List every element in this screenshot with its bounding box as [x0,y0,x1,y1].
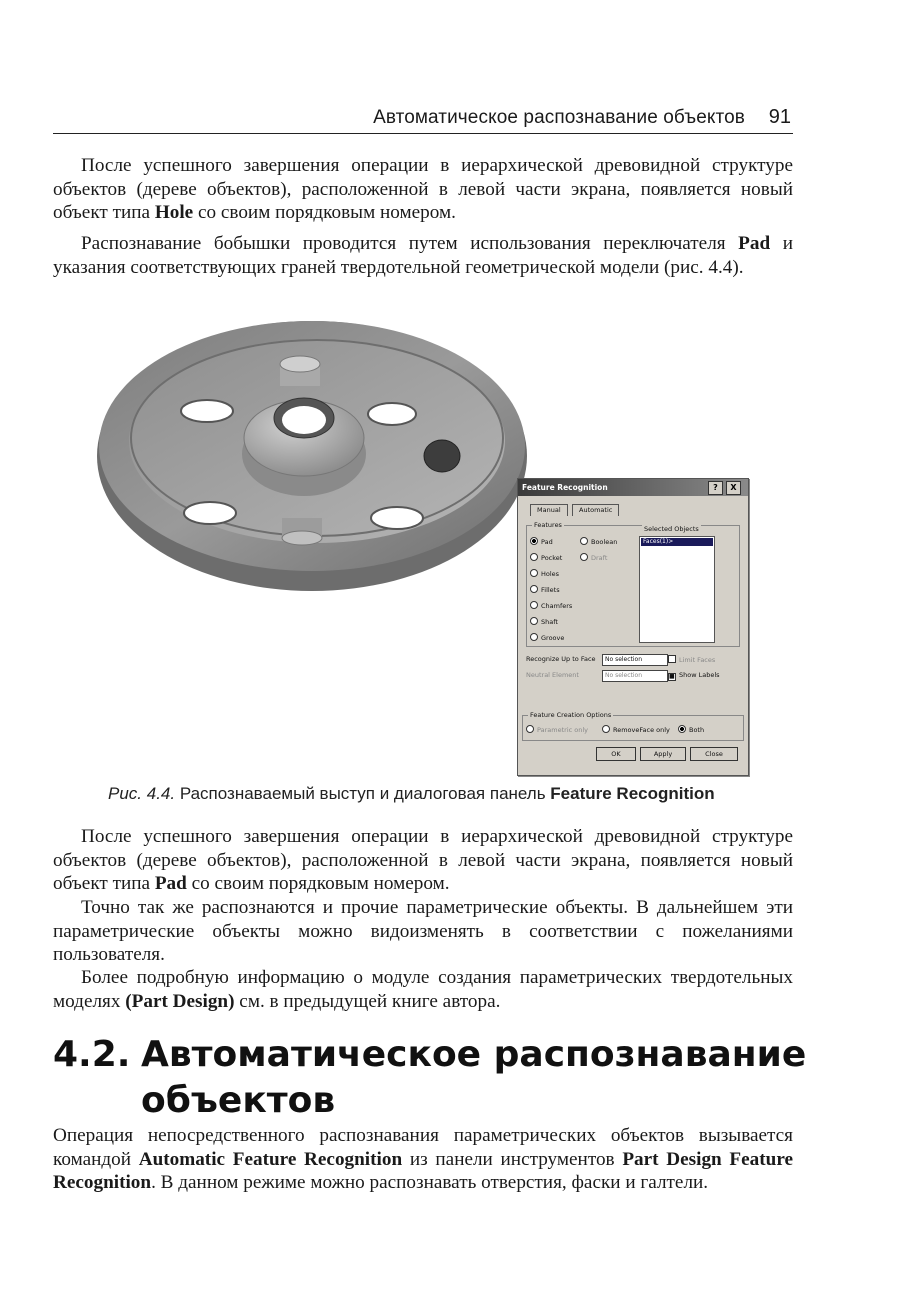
paragraph-1-bold-hole: Hole [154,202,194,224]
paragraph-2-bold-pad: Pad [738,233,771,254]
ok-button[interactable]: OK [596,747,636,761]
recognize-up-to-face-field[interactable]: No selection [602,654,668,666]
selected-objects-list[interactable] [639,536,715,643]
paragraph-2-text-b: и указания соответствующих граней твердотельной геометрической модели (рис. 4.4). [53,233,793,278]
radio-dot [530,617,538,625]
paragraph-6-bold-command: Automatic Feature Recognition [138,1148,403,1170]
radio-fillets-label: Fillets [541,586,560,594]
paragraph-6-bold-toolbar: Part Design Feature Recognition [53,1148,793,1194]
paragraph-4 [53,896,793,967]
radio-holes[interactable] [530,569,559,579]
caption-bold: Feature Recognition [550,784,715,803]
radio-boolean-label: Boolean [591,538,618,546]
paragraph-5-bold-part-design: (Part Design) [125,990,235,1012]
figure-caption [108,784,808,804]
radio-chamfers[interactable] [530,601,572,611]
checkbox-checked: ■ [669,673,675,680]
section-number: 4.2. [53,1034,131,1075]
apply-button[interactable]: Apply [640,747,686,761]
caption-text: Распознаваемый выступ и диалоговая панель [175,784,551,803]
feature-recognition-dialog [517,478,749,776]
radio-dot [530,537,538,545]
radio-draft-label: Draft [591,554,608,562]
help-button[interactable]: ? [708,481,723,495]
radio-dot [530,633,538,641]
radio-pocket-label: Pocket [541,554,563,562]
recognize-up-to-face-label: Recognize Up to Face [526,655,596,663]
radio-dot [530,585,538,593]
radio-dot [526,725,534,733]
neutral-element-label: Neutral Element [526,671,579,679]
paragraph-2 [53,232,793,279]
radio-holes-label: Holes [541,570,560,578]
radio-dot [580,537,588,545]
radio-both[interactable] [678,725,704,735]
running-header [53,103,793,134]
flange-part-image [92,306,532,626]
paragraph-3 [53,825,793,896]
paragraph-1 [53,154,793,225]
selected-objects-label: Selected Objects [644,525,699,533]
radio-dot [530,553,538,561]
paragraph-5-text-b: см. в предыдущей книге автора. [234,990,501,1012]
running-header-title: Автоматическое распознавание объектов [373,107,745,128]
paragraph-1-text-a: После успешного завершения операции в иерархической древовидной структуре объектов (дереве объектов), расположенной в левой части экрана, появляется новый объект типа [53,155,793,224]
paragraph-3-bold-pad: Pad [154,873,187,895]
radio-draft[interactable] [580,553,607,563]
features-label: Features [534,521,562,529]
radio-removeface-only[interactable] [602,725,670,735]
paragraph-5-text-a: Более подробную информацию о модуле создания параметрических твердотельных моделях [53,967,793,1012]
section-title-line1: Автоматическое распознавание [141,1034,807,1075]
limit-faces-label: Limit Faces [679,656,716,664]
checkbox-box [668,655,676,663]
selected-object-item[interactable]: Faces(1)> [641,538,713,546]
paragraph-6-text-a: Операция непосредственного распознавания параметрических объектов вызывается командой [53,1125,793,1170]
limit-faces-checkbox[interactable] [668,655,715,665]
radio-shaft-label: Shaft [541,618,558,626]
section-heading [53,1032,813,1124]
radio-shaft[interactable] [530,617,558,627]
radio-removeface-only-label: RemoveFace only [613,726,670,734]
caption-prefix: Рис. 4.4. [108,784,176,803]
radio-both-label: Both [689,726,705,734]
dialog-title: Feature Recognition [522,483,608,492]
radio-chamfers-label: Chamfers [541,602,573,610]
radio-fillets[interactable] [530,585,560,595]
show-labels-label: Show Labels [679,671,720,679]
paragraph-1-text-b: со своим порядковым номером. [193,202,456,224]
paragraph-6-text-c: . В данном режиме можно распознавать отверстия, фаски и галтели. [151,1172,709,1194]
radio-boolean[interactable] [580,537,617,547]
radio-dot [678,725,686,733]
figure-4-4 [92,306,752,776]
paragraph-3-text-a: После успешного завершения операции в иерархической древовидной структуре объектов (дереве объектов), расположенной в левой части экрана, появляется новый объект типа [53,826,793,895]
radio-dot [530,601,538,609]
neutral-element-field[interactable]: No selection [602,670,668,682]
paragraph-2-text-a: Распознавание бобышки проводится путем использования переключателя [81,233,739,254]
paragraph-5 [53,966,793,1013]
dialog-title-bar [518,479,748,496]
radio-dot [580,553,588,561]
section-title-line2: объектов [141,1080,336,1121]
radio-groove-label: Groove [541,634,565,642]
close-button[interactable]: Close [690,747,738,761]
paragraph-4-text: Точно так же распознаются и прочие параметрические объекты. В дальнейшем эти параметрические объекты можно видоизменять в соответствии с пожеланиями пользователя. [53,897,793,966]
show-labels-checkbox[interactable] [668,671,720,681]
tab-automatic[interactable]: Automatic [572,504,619,516]
radio-pad-label: Pad [541,538,553,546]
paragraph-3-text-b: со своим порядковым номером. [186,873,450,895]
radio-dot [530,569,538,577]
paragraph-6-text-b: из панели инструментов [402,1148,623,1170]
page-number: 91 [768,106,791,128]
radio-pad[interactable] [530,537,553,547]
close-icon[interactable]: X [726,481,741,495]
radio-parametric-only[interactable] [526,725,588,735]
radio-pocket[interactable] [530,553,562,563]
tab-manual[interactable]: Manual [530,504,568,516]
paragraph-6 [53,1124,793,1195]
creation-options-label: Feature Creation Options [530,711,612,719]
radio-parametric-only-label: Parametric only [537,726,589,734]
radio-groove[interactable] [530,633,564,643]
radio-dot [602,725,610,733]
